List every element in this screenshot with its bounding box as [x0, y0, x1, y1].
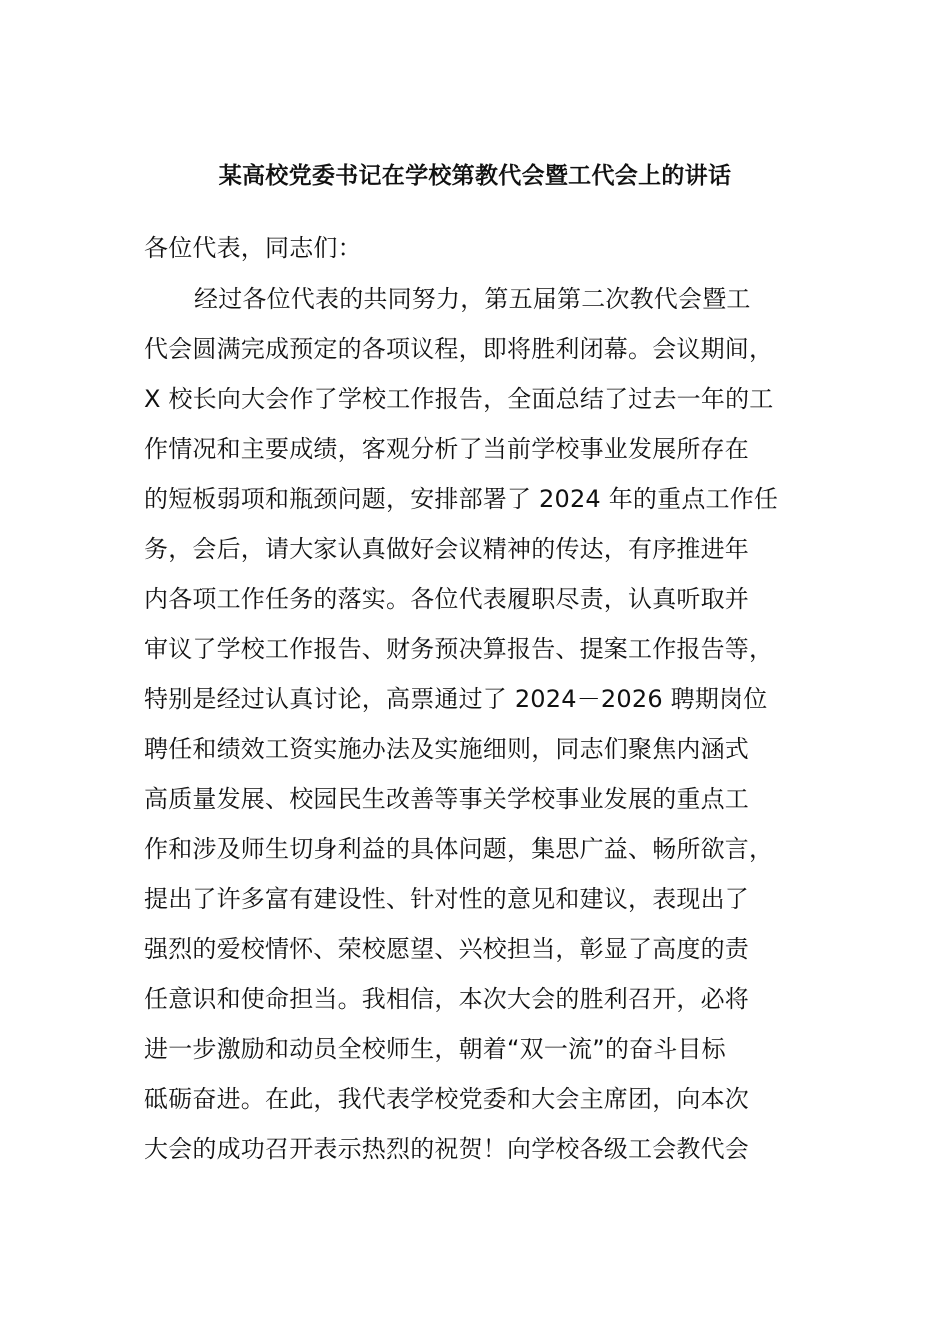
body-line: 聘任和绩效工资实施办法及实施细则，同志们聚焦内涵式 — [144, 735, 749, 763]
body-line: 代会圆满完成预定的各项议程，即将胜利闭幕。会议期间， — [144, 335, 774, 363]
body-line: 经过各位代表的共同努力，第五届第二次教代会暨工 — [194, 285, 751, 313]
body-line: 作和涉及师生切身利益的具体问题，集思广益、畅所欲言， — [144, 835, 774, 863]
body-line: 砥砺奋进。在此，我代表学校党委和大会主席团，向本次 — [144, 1085, 749, 1113]
body-line: 特别是经过认真讨论，高票通过了 2024－2026 聘期岗位 — [144, 685, 768, 713]
body-line: 的短板弱项和瓶颈问题，安排部署了 2024 年的重点工作任 — [144, 485, 779, 513]
body-line: 大会的成功召开表示热烈的祝贺！向学校各级工会教代会 — [144, 1135, 749, 1163]
salutation: 各位代表，同志们： — [144, 234, 362, 262]
body-line: 内各项工作任务的落实。各位代表履职尽责，认真听取并 — [144, 585, 749, 613]
body-line: 审议了学校工作报告、财务预决算报告、提案工作报告等， — [144, 635, 774, 663]
body-line: 强烈的爱校情怀、荣校愿望、兴校担当，彰显了高度的责 — [144, 935, 749, 963]
document-title: 某高校党委书记在学校第教代会暨工代会上的讲话 — [218, 163, 732, 189]
body-line: 务，会后，请大家认真做好会议精神的传达，有序推进年 — [144, 535, 749, 563]
body-line: X 校长向大会作了学校工作报告，全面总结了过去一年的工 — [144, 385, 774, 413]
body-line: 高质量发展、校园民生改善等事关学校事业发展的重点工 — [144, 785, 749, 813]
body-line: 提出了许多富有建设性、针对性的意见和建议，表现出了 — [144, 885, 749, 913]
body-line: 任意识和使命担当。我相信，本次大会的胜利召开，必将 — [144, 985, 749, 1013]
body-line: 进一步激励和动员全校师生，朝着“双一流”的奋斗目标 — [144, 1035, 726, 1063]
body-line: 作情况和主要成绩，客观分析了当前学校事业发展所存在 — [144, 435, 749, 463]
